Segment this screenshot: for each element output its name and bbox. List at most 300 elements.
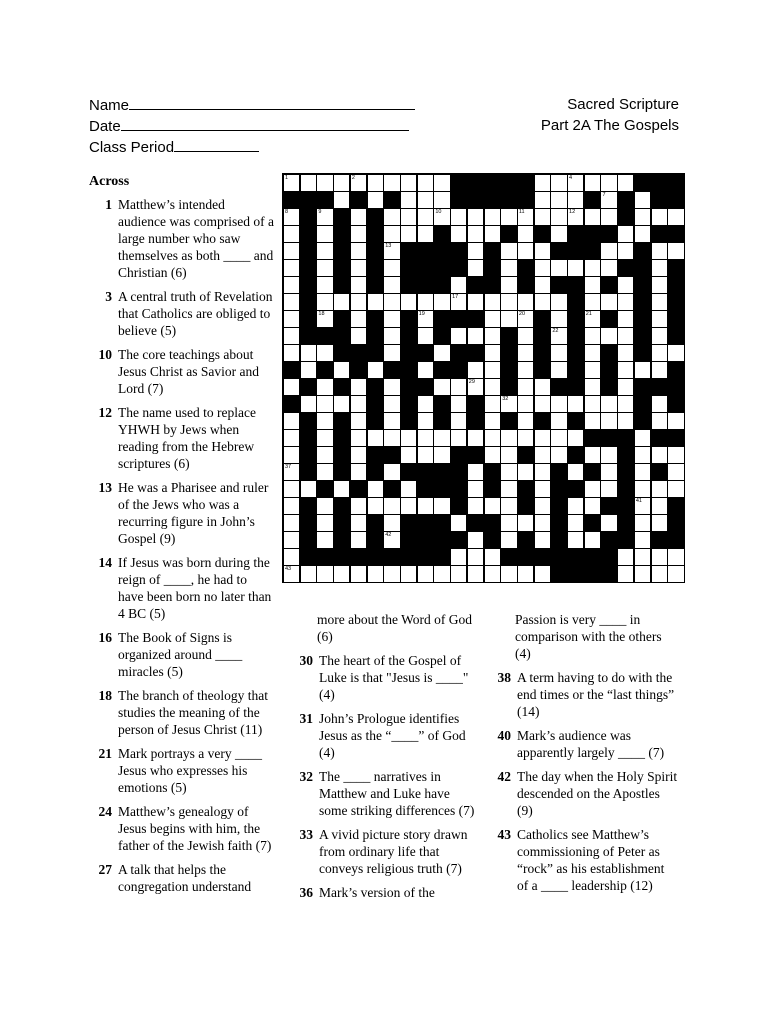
grid-cell[interactable] [383, 293, 400, 311]
grid-cell[interactable] [517, 412, 534, 430]
grid-cell[interactable] [600, 208, 617, 226]
grid-cell[interactable] [534, 429, 551, 447]
grid-cell[interactable] [634, 191, 651, 209]
grid-cell[interactable] [567, 174, 584, 192]
grid-cell[interactable] [517, 293, 534, 311]
grid-cell[interactable] [600, 463, 617, 481]
grid-cell[interactable] [584, 208, 601, 226]
grid-cell[interactable] [283, 565, 300, 583]
grid-cell[interactable] [350, 429, 367, 447]
grid-cell[interactable] [283, 514, 300, 532]
grid-cell[interactable] [534, 531, 551, 549]
grid-cell[interactable] [500, 310, 517, 328]
grid-cell[interactable] [484, 395, 501, 413]
grid-cell[interactable] [667, 548, 684, 566]
grid-cell[interactable] [467, 242, 484, 260]
grid-cell[interactable] [484, 412, 501, 430]
grid-cell[interactable] [450, 208, 467, 226]
grid-cell[interactable] [517, 327, 534, 345]
grid-cell[interactable] [350, 327, 367, 345]
grid-cell[interactable] [467, 463, 484, 481]
grid-cell[interactable] [316, 174, 333, 192]
grid-cell[interactable] [584, 310, 601, 328]
grid-cell[interactable] [534, 191, 551, 209]
grid-cell[interactable] [584, 259, 601, 277]
grid-cell[interactable] [467, 531, 484, 549]
grid-cell[interactable] [500, 497, 517, 515]
grid-cell[interactable] [350, 531, 367, 549]
grid-cell[interactable] [550, 446, 567, 464]
grid-cell[interactable] [651, 344, 668, 362]
grid-cell[interactable] [283, 276, 300, 294]
grid-cell[interactable] [383, 225, 400, 243]
grid-cell[interactable] [417, 446, 434, 464]
grid-cell[interactable] [600, 259, 617, 277]
grid-cell[interactable] [316, 242, 333, 260]
grid-cell[interactable] [534, 565, 551, 583]
grid-cell[interactable] [584, 344, 601, 362]
grid-cell[interactable] [450, 514, 467, 532]
grid-cell[interactable] [634, 480, 651, 498]
grid-cell[interactable] [484, 327, 501, 345]
grid-cell[interactable] [651, 480, 668, 498]
grid-cell[interactable] [433, 429, 450, 447]
grid-cell[interactable] [617, 344, 634, 362]
grid-cell[interactable] [617, 548, 634, 566]
grid-cell[interactable] [517, 463, 534, 481]
grid-cell[interactable] [300, 344, 317, 362]
grid-cell[interactable] [484, 361, 501, 379]
grid-cell[interactable] [634, 531, 651, 549]
grid-cell[interactable] [283, 480, 300, 498]
grid-cell[interactable] [651, 242, 668, 260]
grid-cell[interactable] [484, 429, 501, 447]
grid-cell[interactable] [283, 242, 300, 260]
grid-cell[interactable] [467, 361, 484, 379]
grid-cell[interactable] [534, 208, 551, 226]
grid-cell[interactable] [534, 293, 551, 311]
grid-cell[interactable] [383, 378, 400, 396]
grid-cell[interactable] [383, 208, 400, 226]
grid-cell[interactable] [433, 378, 450, 396]
grid-cell[interactable] [433, 344, 450, 362]
grid-cell[interactable] [634, 429, 651, 447]
grid-cell[interactable] [316, 378, 333, 396]
grid-cell[interactable] [367, 293, 384, 311]
grid-cell[interactable] [433, 293, 450, 311]
grid-cell[interactable] [484, 208, 501, 226]
grid-cell[interactable] [417, 361, 434, 379]
grid-cell[interactable] [567, 259, 584, 277]
grid-cell[interactable] [517, 225, 534, 243]
grid-cell[interactable] [316, 497, 333, 515]
grid-cell[interactable] [567, 531, 584, 549]
grid-cell[interactable] [316, 395, 333, 413]
grid-cell[interactable] [651, 208, 668, 226]
grid-cell[interactable] [617, 242, 634, 260]
grid-cell[interactable] [667, 344, 684, 362]
grid-cell[interactable] [316, 514, 333, 532]
grid-cell[interactable] [450, 548, 467, 566]
grid-cell[interactable] [367, 429, 384, 447]
grid-cell[interactable] [417, 225, 434, 243]
grid-cell[interactable] [500, 531, 517, 549]
grid-cell[interactable] [534, 259, 551, 277]
grid-cell[interactable] [383, 412, 400, 430]
grid-cell[interactable] [283, 310, 300, 328]
grid-cell[interactable] [333, 480, 350, 498]
grid-cell[interactable] [400, 480, 417, 498]
grid-cell[interactable] [350, 446, 367, 464]
grid-cell[interactable] [567, 514, 584, 532]
grid-cell[interactable] [617, 293, 634, 311]
grid-cell[interactable] [417, 497, 434, 515]
grid-cell[interactable] [417, 310, 434, 328]
grid-cell[interactable] [517, 208, 534, 226]
grid-cell[interactable] [500, 395, 517, 413]
grid-cell[interactable] [617, 276, 634, 294]
grid-cell[interactable] [316, 429, 333, 447]
grid-cell[interactable] [400, 497, 417, 515]
grid-cell[interactable] [467, 208, 484, 226]
grid-cell[interactable] [383, 276, 400, 294]
grid-cell[interactable] [484, 310, 501, 328]
grid-cell[interactable] [450, 276, 467, 294]
grid-cell[interactable] [484, 225, 501, 243]
grid-cell[interactable] [433, 191, 450, 209]
grid-cell[interactable] [500, 480, 517, 498]
grid-cell[interactable] [417, 293, 434, 311]
grid-cell[interactable] [450, 225, 467, 243]
grid-cell[interactable] [467, 548, 484, 566]
grid-cell[interactable] [567, 497, 584, 515]
grid-cell[interactable] [634, 446, 651, 464]
grid-cell[interactable] [584, 276, 601, 294]
grid-cell[interactable] [383, 514, 400, 532]
grid-cell[interactable] [450, 395, 467, 413]
grid-cell[interactable] [550, 412, 567, 430]
grid-cell[interactable] [567, 395, 584, 413]
grid-cell[interactable] [584, 174, 601, 192]
grid-cell[interactable] [634, 565, 651, 583]
grid-cell[interactable] [383, 174, 400, 192]
grid-cell[interactable] [600, 327, 617, 345]
grid-cell[interactable] [467, 259, 484, 277]
grid-cell[interactable] [600, 446, 617, 464]
grid-cell[interactable] [600, 412, 617, 430]
grid-cell[interactable] [333, 191, 350, 209]
grid-cell[interactable] [617, 395, 634, 413]
grid-cell[interactable] [567, 429, 584, 447]
grid-cell[interactable] [467, 225, 484, 243]
grid-cell[interactable] [550, 191, 567, 209]
grid-cell[interactable] [350, 514, 367, 532]
grid-cell[interactable] [534, 514, 551, 532]
grid-cell[interactable] [300, 174, 317, 192]
grid-cell[interactable] [550, 259, 567, 277]
grid-cell[interactable] [534, 242, 551, 260]
grid-cell[interactable] [500, 276, 517, 294]
grid-cell[interactable] [651, 565, 668, 583]
grid-cell[interactable] [467, 429, 484, 447]
grid-cell[interactable] [316, 310, 333, 328]
grid-cell[interactable] [634, 361, 651, 379]
grid-cell[interactable] [617, 310, 634, 328]
grid-cell[interactable] [316, 225, 333, 243]
grid-cell[interactable] [350, 497, 367, 515]
grid-cell[interactable] [283, 412, 300, 430]
grid-cell[interactable] [534, 446, 551, 464]
grid-cell[interactable] [484, 548, 501, 566]
grid-cell[interactable] [484, 446, 501, 464]
grid-cell[interactable] [667, 463, 684, 481]
grid-cell[interactable] [367, 480, 384, 498]
grid-cell[interactable] [333, 565, 350, 583]
grid-cell[interactable] [584, 531, 601, 549]
grid-cell[interactable] [383, 327, 400, 345]
grid-cell[interactable] [467, 565, 484, 583]
grid-cell[interactable] [550, 429, 567, 447]
grid-cell[interactable] [550, 310, 567, 328]
grid-cell[interactable] [534, 463, 551, 481]
grid-cell[interactable] [400, 429, 417, 447]
grid-cell[interactable] [667, 412, 684, 430]
grid-cell[interactable] [534, 276, 551, 294]
grid-cell[interactable] [316, 208, 333, 226]
grid-cell[interactable] [400, 446, 417, 464]
name-blank[interactable] [129, 95, 415, 110]
grid-cell[interactable] [600, 480, 617, 498]
grid-cell[interactable] [350, 242, 367, 260]
grid-cell[interactable] [433, 446, 450, 464]
grid-cell[interactable] [316, 565, 333, 583]
grid-cell[interactable] [450, 378, 467, 396]
grid-cell[interactable] [417, 208, 434, 226]
grid-cell[interactable] [467, 293, 484, 311]
grid-cell[interactable] [651, 514, 668, 532]
grid-cell[interactable] [534, 378, 551, 396]
grid-cell[interactable] [550, 293, 567, 311]
grid-cell[interactable] [550, 225, 567, 243]
grid-cell[interactable] [316, 259, 333, 277]
grid-cell[interactable] [417, 395, 434, 413]
grid-cell[interactable] [350, 225, 367, 243]
class-period-blank[interactable] [174, 137, 259, 152]
grid-cell[interactable] [617, 327, 634, 345]
grid-cell[interactable] [651, 446, 668, 464]
grid-cell[interactable] [651, 293, 668, 311]
grid-cell[interactable] [283, 225, 300, 243]
grid-cell[interactable] [400, 174, 417, 192]
grid-cell[interactable] [617, 361, 634, 379]
grid-cell[interactable] [500, 242, 517, 260]
grid-cell[interactable] [550, 361, 567, 379]
grid-cell[interactable] [383, 497, 400, 515]
grid-cell[interactable] [333, 395, 350, 413]
grid-cell[interactable] [367, 191, 384, 209]
grid-cell[interactable] [517, 310, 534, 328]
grid-cell[interactable] [517, 565, 534, 583]
grid-cell[interactable] [584, 480, 601, 498]
grid-cell[interactable] [300, 361, 317, 379]
grid-cell[interactable] [316, 412, 333, 430]
grid-cell[interactable] [417, 565, 434, 583]
grid-cell[interactable] [500, 565, 517, 583]
grid-cell[interactable] [484, 565, 501, 583]
grid-cell[interactable] [417, 174, 434, 192]
grid-cell[interactable] [517, 378, 534, 396]
grid-cell[interactable] [584, 412, 601, 430]
grid-cell[interactable] [467, 378, 484, 396]
grid-cell[interactable] [450, 565, 467, 583]
grid-cell[interactable] [350, 208, 367, 226]
grid-cell[interactable] [634, 208, 651, 226]
grid-cell[interactable] [383, 531, 400, 549]
grid-cell[interactable] [500, 514, 517, 532]
grid-cell[interactable] [300, 480, 317, 498]
grid-cell[interactable] [417, 429, 434, 447]
date-blank[interactable] [121, 116, 409, 131]
grid-cell[interactable] [417, 412, 434, 430]
grid-cell[interactable] [567, 463, 584, 481]
grid-cell[interactable] [283, 327, 300, 345]
grid-cell[interactable] [400, 191, 417, 209]
grid-cell[interactable] [350, 174, 367, 192]
grid-cell[interactable] [400, 225, 417, 243]
grid-cell[interactable] [316, 344, 333, 362]
grid-cell[interactable] [350, 565, 367, 583]
grid-cell[interactable] [534, 395, 551, 413]
grid-cell[interactable] [333, 174, 350, 192]
grid-cell[interactable] [367, 565, 384, 583]
grid-cell[interactable] [283, 463, 300, 481]
grid-cell[interactable] [450, 293, 467, 311]
grid-cell[interactable] [550, 327, 567, 345]
grid-cell[interactable] [651, 276, 668, 294]
grid-cell[interactable] [350, 259, 367, 277]
grid-cell[interactable] [517, 242, 534, 260]
grid-cell[interactable] [367, 174, 384, 192]
grid-cell[interactable] [316, 463, 333, 481]
grid-cell[interactable] [651, 548, 668, 566]
grid-cell[interactable] [283, 531, 300, 549]
grid-cell[interactable] [534, 480, 551, 498]
grid-cell[interactable] [550, 344, 567, 362]
grid-cell[interactable] [383, 565, 400, 583]
grid-cell[interactable] [550, 208, 567, 226]
grid-cell[interactable] [333, 293, 350, 311]
grid-cell[interactable] [383, 310, 400, 328]
grid-cell[interactable] [300, 565, 317, 583]
grid-cell[interactable] [500, 259, 517, 277]
grid-cell[interactable] [433, 565, 450, 583]
grid-cell[interactable] [550, 395, 567, 413]
grid-cell[interactable] [617, 378, 634, 396]
grid-cell[interactable] [383, 395, 400, 413]
grid-cell[interactable] [367, 361, 384, 379]
grid-cell[interactable] [350, 276, 367, 294]
grid-cell[interactable] [634, 497, 651, 515]
grid-cell[interactable] [667, 208, 684, 226]
grid-cell[interactable] [484, 497, 501, 515]
grid-cell[interactable] [584, 446, 601, 464]
grid-cell[interactable] [517, 429, 534, 447]
grid-cell[interactable] [517, 361, 534, 379]
grid-cell[interactable] [500, 463, 517, 481]
grid-cell[interactable] [350, 395, 367, 413]
grid-cell[interactable] [651, 259, 668, 277]
grid-cell[interactable] [400, 565, 417, 583]
grid-cell[interactable] [634, 548, 651, 566]
grid-cell[interactable] [450, 412, 467, 430]
grid-cell[interactable] [283, 378, 300, 396]
grid-cell[interactable] [400, 208, 417, 226]
grid-cell[interactable] [383, 429, 400, 447]
grid-cell[interactable] [600, 174, 617, 192]
grid-cell[interactable] [651, 361, 668, 379]
grid-cell[interactable] [517, 344, 534, 362]
grid-cell[interactable] [400, 293, 417, 311]
grid-cell[interactable] [617, 565, 634, 583]
grid-cell[interactable] [484, 293, 501, 311]
grid-cell[interactable] [283, 548, 300, 566]
grid-cell[interactable] [383, 259, 400, 277]
grid-cell[interactable] [651, 497, 668, 515]
grid-cell[interactable] [600, 191, 617, 209]
grid-cell[interactable] [417, 327, 434, 345]
grid-cell[interactable] [450, 327, 467, 345]
grid-cell[interactable] [517, 395, 534, 413]
grid-cell[interactable] [651, 327, 668, 345]
grid-cell[interactable] [283, 497, 300, 515]
grid-cell[interactable] [484, 344, 501, 362]
grid-cell[interactable] [383, 344, 400, 362]
grid-cell[interactable] [350, 293, 367, 311]
grid-cell[interactable] [634, 225, 651, 243]
grid-cell[interactable] [350, 310, 367, 328]
grid-cell[interactable] [500, 429, 517, 447]
grid-cell[interactable] [651, 412, 668, 430]
grid-cell[interactable] [467, 327, 484, 345]
grid-cell[interactable] [500, 208, 517, 226]
grid-cell[interactable] [283, 429, 300, 447]
grid-cell[interactable] [667, 242, 684, 260]
grid-cell[interactable] [316, 446, 333, 464]
grid-cell[interactable] [600, 514, 617, 532]
grid-cell[interactable] [300, 395, 317, 413]
grid-cell[interactable] [567, 208, 584, 226]
grid-cell[interactable] [634, 463, 651, 481]
grid-cell[interactable] [667, 565, 684, 583]
grid-cell[interactable] [450, 429, 467, 447]
grid-cell[interactable] [467, 497, 484, 515]
grid-cell[interactable] [333, 361, 350, 379]
grid-cell[interactable] [534, 497, 551, 515]
grid-cell[interactable] [651, 310, 668, 328]
grid-cell[interactable] [433, 174, 450, 192]
grid-cell[interactable] [667, 446, 684, 464]
grid-cell[interactable] [367, 497, 384, 515]
grid-cell[interactable] [350, 463, 367, 481]
grid-cell[interactable] [316, 293, 333, 311]
grid-cell[interactable] [634, 514, 651, 532]
grid-cell[interactable] [433, 208, 450, 226]
grid-cell[interactable] [651, 395, 668, 413]
grid-cell[interactable] [617, 412, 634, 430]
grid-cell[interactable] [283, 446, 300, 464]
grid-cell[interactable] [600, 293, 617, 311]
grid-cell[interactable] [350, 378, 367, 396]
